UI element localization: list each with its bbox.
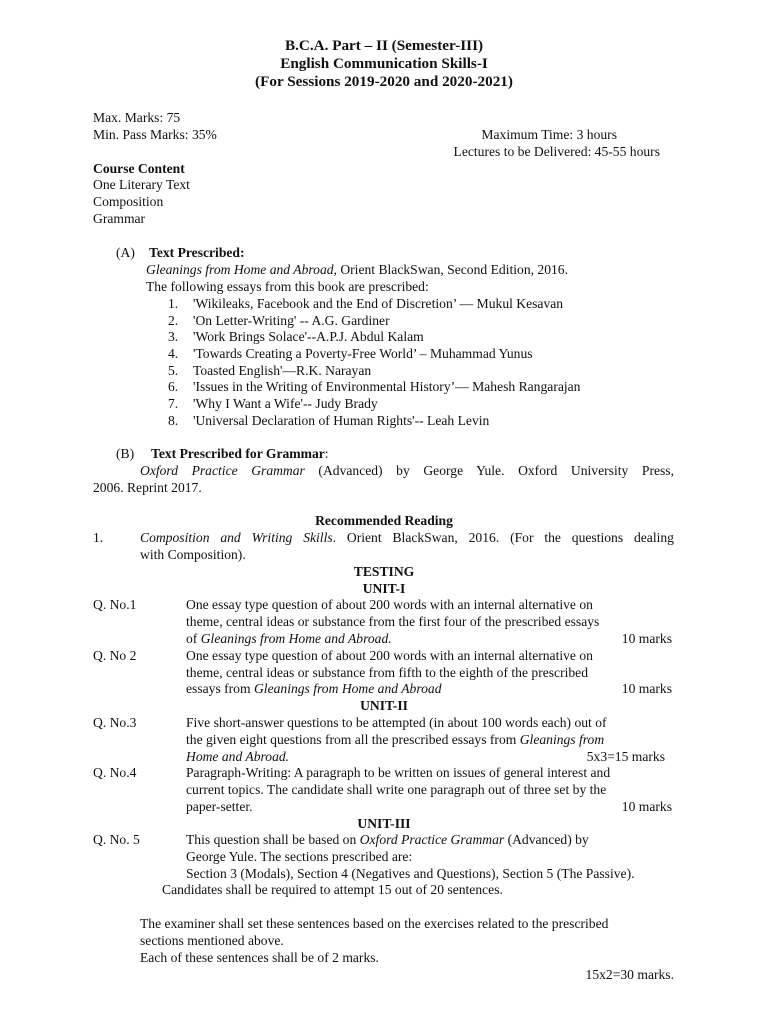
course-item: One Literary Text xyxy=(93,177,190,192)
course-content-heading: Course Content xyxy=(93,161,185,176)
unit-3-heading: UNIT-III xyxy=(357,816,411,831)
q4-line: paper-setter. xyxy=(186,799,253,814)
essay-number: 7. xyxy=(168,396,179,411)
unit-1-heading: UNIT-I xyxy=(362,581,406,596)
essay-number: 5. xyxy=(168,363,179,378)
essay-item: 'Why I Want a Wife'-- Judy Brady xyxy=(193,396,378,411)
q5-text: This question shall be based on xyxy=(186,832,360,847)
q5-line xyxy=(186,832,589,849)
section-b-label: (B) xyxy=(116,446,135,461)
q5-paragraph-line: Each of these sentences shall be of 2 marks. xyxy=(140,950,379,965)
section-b-heading: Text Prescribed for Grammar xyxy=(151,446,325,461)
course-item: Composition xyxy=(93,194,164,209)
q4-line: current topics. The candidate shall write one paragraph out of three set by the xyxy=(186,782,607,797)
q2-book-title: Gleanings from Home and Abroad xyxy=(253,681,442,696)
q5-text-end: (Advanced) by xyxy=(504,832,589,847)
grammar-book-details: (Advanced) by George Yule. Oxford University Press, xyxy=(304,463,674,478)
q1-marks: 10 marks xyxy=(621,631,672,646)
reading-title: Composition and Writing Skills xyxy=(140,530,333,545)
section-a-book xyxy=(146,262,568,279)
reading-details: . Orient BlackSwan, 2016. (For the questions dealing xyxy=(332,530,674,545)
section-b-line-2: 2006. Reprint 2017. xyxy=(93,480,202,495)
reading-number: 1. xyxy=(93,530,104,545)
q1-book-title: Gleanings from Home and Abroad. xyxy=(200,631,392,646)
essay-number: 1. xyxy=(168,296,179,311)
section-a-intro: The following essays from this book are prescribed: xyxy=(146,279,429,294)
q5-paragraph-line: sections mentioned above. xyxy=(140,933,284,948)
min-pass-marks: Min. Pass Marks: 35% xyxy=(93,127,217,142)
q3-line: Home and Abroad. xyxy=(186,749,290,764)
q2-line: One essay type question of about 200 words with an internal alternative on xyxy=(186,648,593,663)
testing-heading: TESTING xyxy=(353,564,415,579)
essay-item: 'On Letter-Writing' -- A.G. Gardiner xyxy=(193,313,390,328)
q1-line: theme, central ideas or substance from the first four of the prescribed essays xyxy=(186,614,600,629)
q3-marks: 5x3=15 marks xyxy=(586,749,665,764)
reading-line-2: with Composition). xyxy=(140,547,246,562)
essay-item: 'Issues in the Writing of Environmental History’— Mahesh Rangarajan xyxy=(193,379,581,394)
q3-label: Q. No.3 xyxy=(93,715,137,730)
essay-number: 4. xyxy=(168,346,179,361)
q5-sections: Section 3 (Modals), Section 4 (Negatives and Questions), Section 5 (The Passive). xyxy=(186,866,635,881)
q5-marks: 15x2=30 marks. xyxy=(585,967,674,982)
q5-line: George Yule. The sections prescribed are: xyxy=(186,849,413,864)
essay-number: 2. xyxy=(168,313,179,328)
q2-line xyxy=(186,681,442,698)
q3-book-title: Gleanings from xyxy=(519,732,605,747)
recommended-reading-heading: Recommended Reading xyxy=(315,513,453,528)
essay-number: 6. xyxy=(168,379,179,394)
section-a-label: (A) xyxy=(116,245,135,260)
section-b-line-1 xyxy=(140,463,674,480)
q1-label: Q. No.1 xyxy=(93,597,137,612)
q5-paragraph-line: The examiner shall set these sentences based on the exercises related to the prescribed xyxy=(140,916,609,931)
lectures: Lectures to be Delivered: 45-55 hours xyxy=(453,144,660,159)
course-item: Grammar xyxy=(93,211,146,226)
q2-prefix: essays from xyxy=(186,681,254,696)
q4-label: Q. No.4 xyxy=(93,765,137,780)
section-b-colon: : xyxy=(324,446,329,461)
q3-text: the given eight questions from all the prescribed essays from xyxy=(186,732,520,747)
header-line-1: B.C.A. Part – II (Semester-III) xyxy=(284,37,484,54)
q5-book-title: Oxford Practice Grammar xyxy=(359,832,505,847)
q3-line xyxy=(186,732,604,749)
q1-prefix: of xyxy=(186,631,201,646)
essay-item: 'Towards Creating a Poverty-Free World’ – Muhammad Yunus xyxy=(193,346,533,361)
section-a-heading: Text Prescribed: xyxy=(149,245,245,260)
q2-label: Q. No 2 xyxy=(93,648,137,663)
grammar-book-title: Oxford Practice Grammar xyxy=(140,463,305,478)
unit-2-heading: UNIT-II xyxy=(360,698,408,713)
book-publisher: Orient BlackSwan, Second Edition, 2016. xyxy=(336,262,568,277)
q4-marks: 10 marks xyxy=(621,799,672,814)
essay-item: 'Work Brings Solace'--A.P.J. Abdul Kalam xyxy=(193,329,424,344)
header-line-3: (For Sessions 2019-2020 and 2020-2021) xyxy=(255,73,513,90)
reading-line-1 xyxy=(140,530,674,547)
essay-number: 3. xyxy=(168,329,179,344)
section-b-heading-line xyxy=(151,446,329,463)
max-time: Maximum Time: 3 hours xyxy=(481,127,617,142)
max-marks: Max. Marks: 75 xyxy=(93,110,181,125)
q5-label: Q. No. 5 xyxy=(93,832,140,847)
q1-line: One essay type question of about 200 words with an internal alternative on xyxy=(186,597,593,612)
q3-line: Five short-answer questions to be attempted (in about 100 words each) out of xyxy=(186,715,607,730)
header-line-2: English Communication Skills-I xyxy=(280,55,488,72)
book-title: Gleanings from Home and Abroad, xyxy=(146,262,337,277)
essay-number: 8. xyxy=(168,413,179,428)
q4-line: Paragraph-Writing: A paragraph to be written on issues of general interest and xyxy=(186,765,611,780)
q1-line xyxy=(186,631,392,648)
q2-marks: 10 marks xyxy=(621,681,672,696)
q2-line: theme, central ideas or substance from fifth to the eighth of the prescribed xyxy=(186,665,589,680)
essay-item: Toasted English'—R.K. Narayan xyxy=(193,363,372,378)
essay-item: 'Universal Declaration of Human Rights'-- Leah Levin xyxy=(193,413,490,428)
q5-instruction: Candidates shall be required to attempt 15 out of 20 sentences. xyxy=(162,882,503,897)
essay-item: 'Wikileaks, Facebook and the End of Discretion’ — Mukul Kesavan xyxy=(193,296,564,311)
